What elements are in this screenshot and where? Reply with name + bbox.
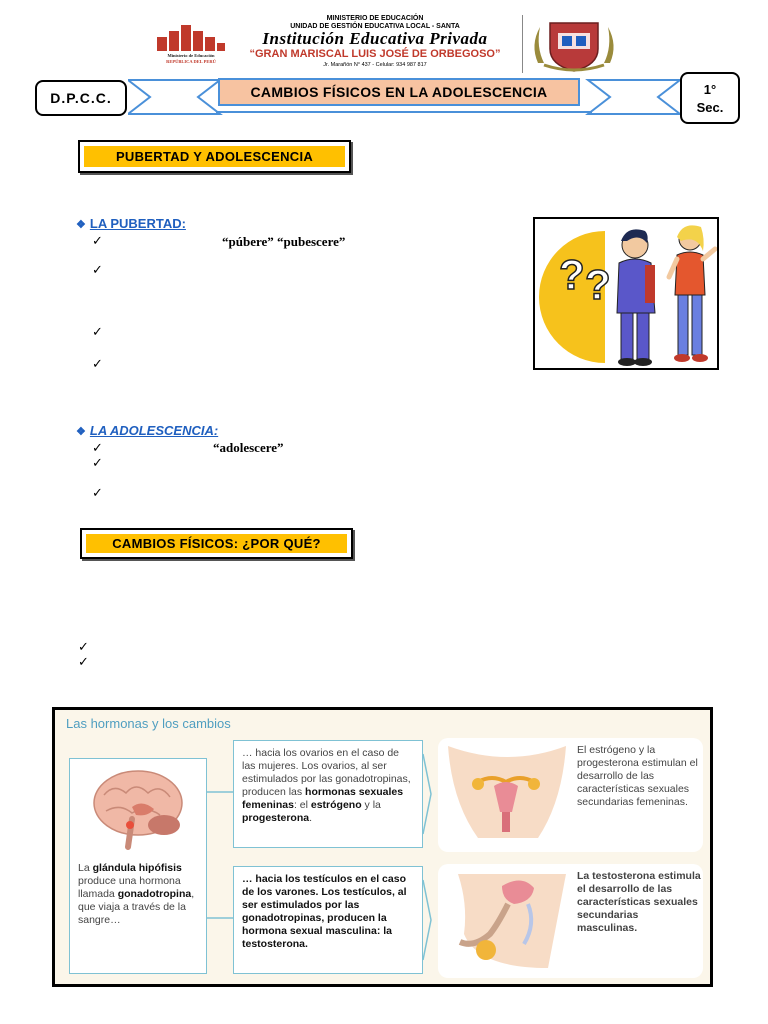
ministry-name: MINISTERIO DE EDUCACIÓN	[326, 15, 424, 22]
female-result-card	[438, 738, 703, 852]
check-icon: ✓	[92, 356, 103, 371]
grade-level: Sec.	[696, 100, 724, 115]
hormones-infographic	[52, 707, 713, 987]
male-result-text: La testosterona estimula el desarrollo de las características sexuales secundarias masculinas.	[577, 870, 701, 934]
ugel-name: UNIDAD DE GESTIÓN EDUCATIVA LOCAL - SANTA	[290, 23, 460, 30]
check-icon: ✓	[92, 324, 103, 339]
brain-icon	[70, 759, 208, 859]
check-icon: ✓	[92, 455, 103, 470]
etymology-adolescencia: “adolescere”	[213, 440, 284, 455]
section-pubertad-adolescencia	[78, 140, 351, 173]
school-emblem-icon	[528, 19, 620, 73]
diamond-bullet-icon: ❖	[76, 219, 86, 231]
section-label: PUBERTAD Y ADOLESCENCIA	[84, 146, 345, 167]
etymology-pubertad: “púbere” “pubescere”	[222, 234, 346, 249]
institution-type: Institución Educativa Privada	[262, 29, 488, 48]
check-icon: ✓	[92, 233, 103, 248]
page-title: CAMBIOS FÍSICOS EN LA ADOLESCENCIA	[218, 78, 580, 106]
svg-text:?: ?	[585, 261, 611, 308]
header-text	[230, 15, 520, 69]
teenagers-illustration	[533, 217, 719, 370]
check-icon: ✓	[92, 440, 103, 455]
grade-label	[680, 72, 740, 124]
school-name: “GRAN MARISCAL LUIS JOSÉ DE ORBEGOSO”	[249, 48, 501, 60]
check-icon: ✓	[92, 485, 103, 500]
grade-number: 1°	[703, 82, 717, 97]
heading-adolescencia: ❖ LA ADOLESCENCIA:	[76, 423, 219, 438]
male-result-card	[438, 864, 703, 978]
school-header	[150, 15, 620, 75]
pituitary-text: La glándula hipófisis produce una hormona llamada gonadotropina, que viaja a través de la sangre…	[78, 862, 195, 926]
section-label: CAMBIOS FÍSICOS: ¿POR QUÉ?	[86, 534, 347, 553]
check-icon: ✓	[78, 639, 89, 654]
pituitary-panel	[69, 758, 207, 974]
logo-caption-ministry: Ministerio de Educación	[167, 53, 215, 58]
infographic-title: Las hormonas y los cambios	[66, 716, 231, 731]
ministry-logo	[155, 25, 227, 75]
school-address: Jr. Marañón N° 437 - Celular: 934 987 817	[323, 62, 427, 68]
section-cambios-fisicos	[80, 528, 353, 559]
header-divider	[522, 15, 523, 73]
ovaries-panel: … hacia los ovarios en el caso de las mujeres. Los ovarios, al ser estimulados por las gonadotropinas, producen las hormonas sexuales femeninas: el estrógeno y la progesterona.	[233, 740, 423, 848]
diamond-bullet-icon: ❖	[76, 426, 86, 438]
testicles-panel: … hacia los testículos en el caso de los varones. Los testículos, al ser estimulados por las gonadotropinas, producen la hormona sexual masculina: la testosterona.	[233, 866, 423, 974]
area-label: D.P.C.C.	[35, 80, 127, 116]
logo-caption-republic: REPÚBLICA DEL PERÚ	[166, 59, 216, 64]
male-anatomy-icon	[438, 864, 576, 978]
female-anatomy-icon	[438, 738, 576, 852]
heading-pubertad: ❖ LA PUBERTAD:	[76, 216, 186, 231]
female-result-text: El estrógeno y la progesterona estimulan el desarrollo de las características sexuales secundarias femeninas.	[577, 744, 698, 808]
check-icon: ✓	[92, 262, 103, 277]
svg-text:?: ?	[559, 251, 585, 298]
check-icon: ✓	[78, 654, 89, 669]
